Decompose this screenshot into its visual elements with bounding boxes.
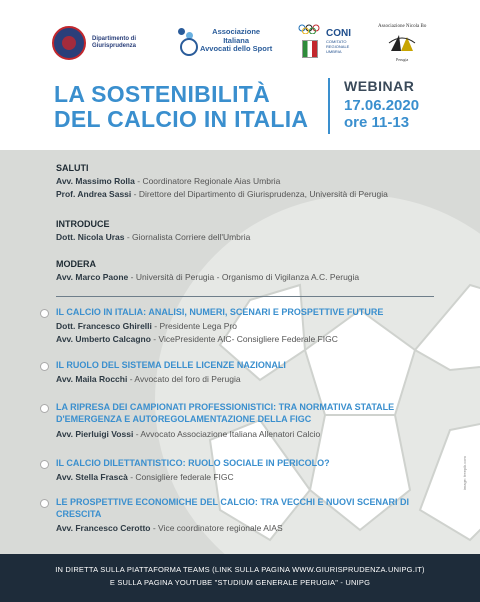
title-line2: DEL CALCIO IN ITALIA	[54, 106, 309, 132]
speaker-line: Avv. Maila Rocchi - Avvocato del foro di Perugia	[56, 374, 241, 384]
speaker-line: Avv. Marco Paone - Università di Perugia - Organismo di Vigilanza A.C. Perugia	[56, 272, 360, 282]
nb-emblem-icon	[387, 31, 417, 55]
speaker-line: Avv. Francesco Cerotto - Vice coordinatore regionale AIAS	[56, 523, 283, 533]
coni-sub1: COMITATO	[326, 39, 347, 44]
nb-logo	[378, 24, 426, 62]
topic-title: IL CALCIO DILETTANTISTICO: RUOLO SOCIALE IN PERICOLO?	[56, 458, 330, 468]
title-line1: LA SOSTENIBILITÀ	[54, 81, 271, 107]
topic-bullet-icon	[40, 460, 49, 469]
header	[0, 0, 480, 150]
aias-line3: Avvocati dello Sport	[200, 44, 273, 54]
footer-line1: IN DIRETTA SULLA PIATTAFORMA TEAMS (LINK SULLA PAGINA WWW.GIURISPRUDENZA.UNIPG.IT)	[55, 565, 425, 574]
coni-name: CONI	[326, 28, 351, 39]
page-title	[54, 82, 308, 132]
introduce-heading: INTRODUCE	[56, 219, 110, 229]
nb-bottom: Perugia	[396, 57, 409, 62]
aias-line2: Italiana	[223, 35, 250, 45]
speaker-line: Avv. Pierluigi Vossi - Avvocato Associazione Italiana Allenatori Calcio	[56, 429, 321, 439]
footer-line2: E SULLA PAGINA YOUTUBE "STUDIUM GENERALE PERUGIA" - UNIPG	[109, 578, 371, 587]
speaker-line: Dott. Nicola Uras - Giornalista Corriere dell'Umbria	[56, 232, 251, 242]
olympic-rings-icon	[298, 24, 320, 38]
topic-bullet-icon	[40, 309, 49, 318]
speaker-line: Avv. Umberto Calcagno - VicePresidente AIC- Consigliere Federale FIGC	[56, 334, 338, 344]
university-seal-icon	[52, 26, 86, 60]
aias-logo	[176, 26, 272, 56]
title-divider	[328, 78, 330, 134]
dipartimento-logo	[52, 26, 136, 60]
modera-heading: MODERA	[56, 259, 96, 269]
topic-bullet-icon	[40, 499, 49, 508]
saluti-heading: SALUTI	[56, 163, 89, 173]
speaker-line: Avv. Stella Frascà - Consigliere federale FIGC	[56, 472, 234, 482]
speaker-line: Avv. Massimo Rolla - Coordinatore Regionale Aias Umbria	[56, 176, 281, 186]
topic-bullet-icon	[40, 362, 49, 371]
event-datetime	[344, 97, 419, 131]
italy-shield-icon	[302, 40, 318, 58]
aias-line1: Associazione	[212, 27, 261, 37]
event-date: 17.06.2020	[344, 97, 420, 114]
topic-bullet-icon	[40, 404, 49, 413]
saluti-section	[56, 162, 388, 201]
nb-top: Associazione Nicola Bo	[378, 24, 427, 29]
coni-sub3: UMBRIA	[326, 49, 342, 54]
modera-section	[56, 258, 359, 284]
topic-title: IL RUOLO DEL SISTEMA DELLE LICENZE NAZIONALI	[56, 360, 286, 370]
topic-title: LA RIPRESA DEI CAMPIONATI PROFESSIONISTICI: TRA NORMATIVA STATALE D'EMERGENZA E AUTOREGOLAMENTAZIONE DELLA FIGC	[56, 402, 395, 424]
webinar-label: WEBINAR	[344, 78, 415, 94]
coni-logo	[298, 24, 351, 58]
topic-title: LE PROSPETTIVE ECONOMICHE DEL CALCIO: TRA VECCHI E NUOVI SCENARI DI CRESCITA	[56, 497, 410, 519]
speaker-line: Prof. Andrea Sassi - Direttore del Dipartimento di Giurisprudenza, Università di Perugia	[56, 189, 388, 199]
program-panel	[0, 150, 480, 554]
introduce-section	[56, 218, 250, 244]
footer-banner	[0, 554, 480, 602]
image-credit: image: freepik.com	[462, 456, 467, 490]
event-time: ore 11-13	[344, 114, 410, 131]
dipartimento-line2: Giurisprudenza	[92, 43, 137, 49]
aias-mark-icon	[176, 26, 198, 56]
topic-title: IL CALCIO IN ITALIA: ANALISI, NUMERI, SCENARI E PROSPETTIVE FUTURE	[56, 307, 384, 317]
dipartimento-line1: Dipartimento di	[92, 36, 137, 42]
coni-sub2: REGIONALE	[326, 44, 350, 49]
speaker-line: Dott. Francesco Ghirelli - Presidente Lega Pro	[56, 321, 237, 331]
section-divider	[56, 296, 434, 297]
